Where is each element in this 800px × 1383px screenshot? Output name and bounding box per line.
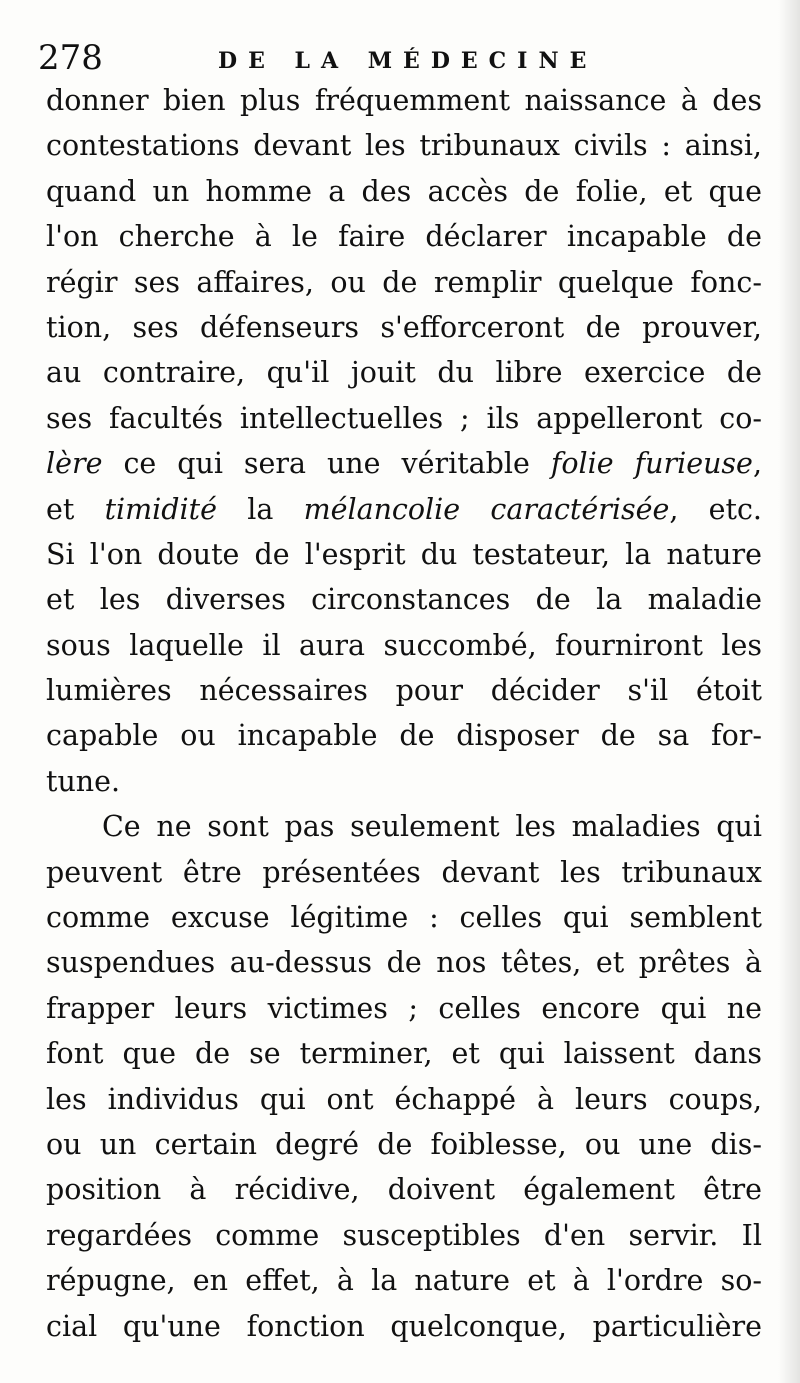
text-line: frapper leurs victimes ; celles encore qui ne bbox=[46, 991, 762, 1025]
page-edge-shadow bbox=[778, 0, 800, 1383]
text-line: l'on cherche à le faire déclarer incapable de bbox=[46, 220, 762, 254]
text-line: ou un certain degré de foiblesse, ou une dis- bbox=[46, 1127, 762, 1161]
text-line: Si l'on doute de l'esprit du testateur, la nature bbox=[46, 537, 762, 571]
text-segment: , etc. bbox=[669, 492, 762, 526]
text-line: contestations devant les tribunaux civils : ainsi, bbox=[46, 129, 762, 163]
text-line: regardées comme susceptibles d'en servir. Il bbox=[46, 1218, 762, 1252]
text-line: lumières nécessaires pour décider s'il étoit bbox=[46, 674, 762, 708]
text-line-mixed bbox=[46, 441, 762, 486]
running-title: DE LA MÉDECINE bbox=[218, 48, 598, 74]
text-line: cial qu'une fonction quelconque, particulière bbox=[46, 1309, 762, 1343]
italic-phrase: lère bbox=[46, 447, 103, 481]
text-line: comme excuse légitime : celles qui semblent bbox=[46, 901, 762, 935]
body-text bbox=[46, 78, 762, 1349]
text-segment: la bbox=[216, 492, 304, 526]
text-line-mixed bbox=[46, 487, 762, 532]
text-line: ses facultés intellectuelles ; ils appelleront co- bbox=[46, 401, 762, 435]
page-header bbox=[38, 32, 778, 82]
text-line: Ce ne sont pas seulement les maladies qui bbox=[102, 810, 762, 844]
italic-phrase: timidité bbox=[104, 492, 217, 526]
text-line: répugne, en effet, à la nature et à l'ordre so- bbox=[46, 1264, 762, 1298]
text-line: tion, ses défenseurs s'efforceront de prouver, bbox=[46, 310, 762, 344]
text-line: font que de se terminer, et qui laissent dans bbox=[46, 1037, 762, 1071]
italic-phrase: mélancolie caractérisée bbox=[303, 492, 670, 526]
text-line: quand un homme a des accès de folie, et que bbox=[46, 174, 762, 208]
text-line: au contraire, qu'il jouit du libre exercice de bbox=[46, 356, 762, 390]
text-line: donner bien plus fréquemment naissance à des bbox=[46, 84, 762, 117]
page-number: 278 bbox=[38, 38, 103, 78]
text-line: tune. bbox=[46, 764, 121, 798]
text-line: suspendues au-dessus de nos têtes, et prêtes à bbox=[46, 946, 762, 980]
italic-phrase: folie furieuse bbox=[550, 447, 753, 481]
text-line: sous laquelle il aura succombé, fourniront les bbox=[46, 628, 762, 662]
text-line: régir ses affaires, ou de remplir quelque fonc- bbox=[46, 265, 762, 299]
text-line: capable ou incapable de disposer de sa for- bbox=[46, 719, 762, 753]
text-line: et les diverses circonstances de la maladie bbox=[46, 583, 762, 617]
text-segment: , bbox=[752, 447, 762, 481]
text-line: position à récidive, doivent également être bbox=[46, 1173, 762, 1207]
text-line: les individus qui ont échappé à leurs coups, bbox=[46, 1082, 762, 1116]
text-segment: et bbox=[46, 492, 105, 526]
text-line: peuvent être présentées devant les tribunaux bbox=[46, 855, 762, 889]
text-segment: ce qui sera une véritable bbox=[102, 447, 551, 481]
